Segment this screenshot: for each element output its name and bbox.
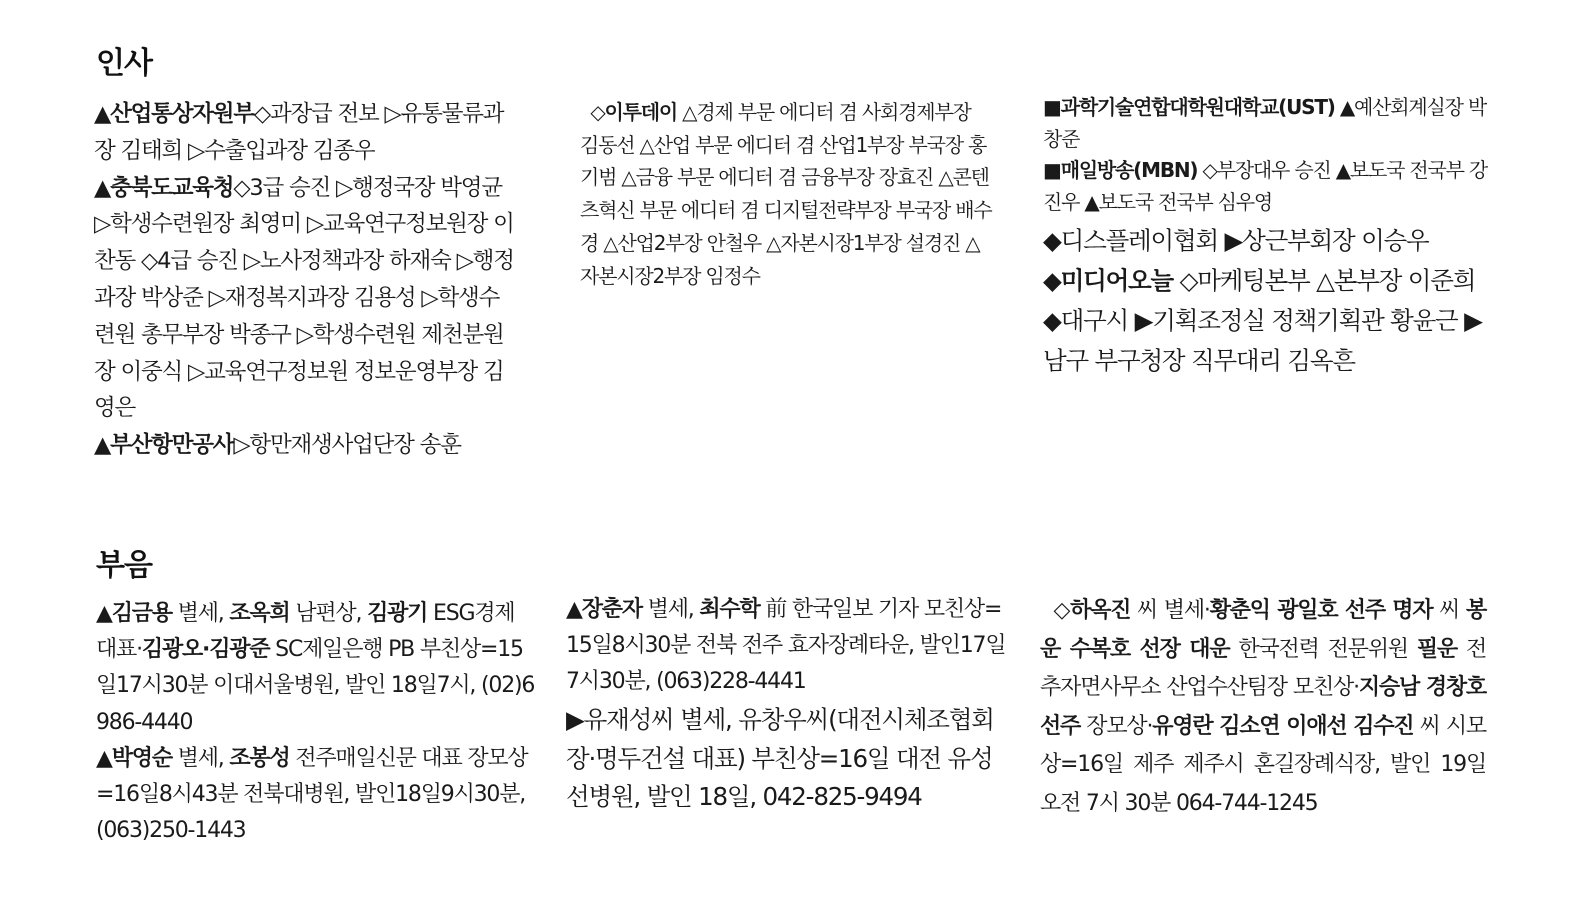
bueum-column-1 <box>96 596 536 849</box>
insa-entry <box>580 96 992 292</box>
org-name: ■매일방송(MBN) <box>1043 158 1198 182</box>
entry-body: ◇3급 승진 ▷행정국장 박영균 ▷학생수련원장 최영미 ▷교육연구정보원장 이찬동 ◇4급 승진 ▷노사정책과장 하재숙 ▷행정과장 박상준 ▷재정복지과장 김용성 ▷학생수련원 총무부장 박종구 ▷학생수련원 제천분원장 이중식 ▷교육연구정보원 정보운영부장 김영은 <box>94 174 514 422</box>
entry-text: 별세, <box>171 601 230 626</box>
entry-body: ▶상근부회장 이승우 <box>1217 226 1429 255</box>
org-name: ◆대구시 <box>1043 306 1129 335</box>
relative-name: 지승남 경창호 선주 <box>1040 675 1486 739</box>
obituary-entry <box>566 701 1006 816</box>
entry-text: 씨 별세· <box>1130 598 1210 623</box>
org-name: ◆디스플레이협회 <box>1043 226 1218 255</box>
bueum-column-3 <box>1040 592 1486 823</box>
entry-text: 별세, <box>171 745 230 771</box>
entry-body: ◇과장급 전보 ▷유통물류과장 김태희 ▷수출입과장 김종우 <box>94 101 504 164</box>
entry-text: 前 한국일보 기자 모친상=15일8시30분 전북 전주 효자장례타운, 발인17일7시30분, (063)228-4441 <box>566 597 1006 694</box>
entry-body: △경제 부문 에디터 겸 사회경제부장 김동선 △산업 부문 에디터 겸 산업1부장 부국장 홍기범 △금융 부문 에디터 겸 금융부장 장효진 △콘텐츠혁신 부문 에디터 겸 디지털전략부장 부국장 배수경 △산업2부장 안철우 △자본시장1부장 설경진 △자본시장2부장 임정수 <box>580 100 992 288</box>
entry-text: ESG경제 대표· <box>96 601 515 663</box>
relative-name: 최수학 <box>699 597 760 622</box>
entry-body: ▶기획조정실 정책기획관 황윤근 ▶남구 부구청장 직무대리 김옥흔 <box>1043 306 1482 375</box>
org-name: ▲충북도교육청 <box>94 174 234 201</box>
org-name: ▲부산항만공사 <box>94 432 234 459</box>
relative-name: 유영란 김소연 이애선 김수진 <box>1152 713 1414 739</box>
relative-name: 황춘익 광일호 선주 명자 <box>1209 598 1433 623</box>
insa-entry <box>94 427 514 464</box>
org-name: ◆미디어오늘 <box>1043 266 1173 295</box>
entry-text: SC제일은행 PB 부친상=15일17시30분 이대서울병원, 발인 18일7시, (02)6986-4440 <box>96 637 535 735</box>
obituary-entry <box>96 596 536 741</box>
entry-body: ▷항만재생사업단장 송훈 <box>233 432 461 459</box>
relative-name: 김광기 <box>367 601 428 626</box>
entry-text: 씨 시모상=16일 제주 제주시 혼길장례식장, 발인 19일 오전 7시 30분 064-744-1245 <box>1040 713 1486 816</box>
relative-name: 봉운 수복호 선장 대운 <box>1040 598 1486 662</box>
org-name: ■과학기술연합대학원대학교(UST) <box>1043 95 1335 119</box>
entry-text: ▶유재성씨 별세, 유창우씨(대전시체조협회장·명두건설 대표) 부친상=16일 대전 유성선병원, 발인 18일, 042-825-9494 <box>566 705 994 812</box>
entry-text: 별세, <box>641 597 700 622</box>
entry-text: 씨 <box>1432 598 1466 623</box>
insa-entry <box>1043 221 1493 261</box>
entry-text: 한국전력 전문위원 <box>1229 636 1417 662</box>
entry-body: ◇부장대우 승진 ▲보도국 전국부 강진우 ▲보도국 전국부 심우영 <box>1043 158 1488 214</box>
insa-column-1 <box>94 96 514 464</box>
relative-name: 필운 <box>1416 636 1457 662</box>
insa-entry <box>1043 92 1493 155</box>
section-title-insa: 인사 <box>96 46 152 81</box>
deceased-name: ◇하옥진 <box>1053 598 1131 623</box>
entry-text: 장모상· <box>1080 713 1153 739</box>
insa-entry <box>1043 155 1493 218</box>
entry-body: ◇마케팅본부 △본부장 이준희 <box>1172 266 1476 295</box>
insa-column-2 <box>580 96 992 292</box>
relative-name: 김광오·김광준 <box>141 637 270 663</box>
insa-column-3 <box>1043 92 1493 381</box>
relative-name: 조옥희 <box>229 601 290 626</box>
obituary-entry <box>1040 592 1486 823</box>
entry-body: ▲예산회계실장 박창준 <box>1043 95 1487 151</box>
entry-text: 전 추자면사무소 산업수산팀장 모친상· <box>1040 636 1487 700</box>
deceased-name: ▲박영순 <box>96 745 172 771</box>
entry-text: 전주매일신문 대표 장모상=16일8시43분 전북대병원, 발인18일9시30분, (063)250-1443 <box>96 745 528 844</box>
org-name: 이투데이 <box>604 100 677 124</box>
deceased-name: ▲장춘자 <box>566 597 642 622</box>
insa-entry <box>1043 301 1493 381</box>
org-name: ▲산업통상자원부 <box>94 101 254 127</box>
insa-entry <box>1043 261 1493 301</box>
relative-name: 조봉성 <box>229 745 290 771</box>
obituary-entry <box>96 741 536 850</box>
deceased-name: ▲김금용 <box>96 601 172 626</box>
bueum-column-2 <box>566 592 1006 817</box>
obituary-entry <box>566 592 1006 699</box>
insa-entry <box>94 170 514 428</box>
entry-text: 남편상, <box>289 601 368 626</box>
section-title-bueum: 부음 <box>96 548 152 583</box>
insa-entry <box>94 96 514 170</box>
entry-lead: ◇ <box>590 100 605 124</box>
